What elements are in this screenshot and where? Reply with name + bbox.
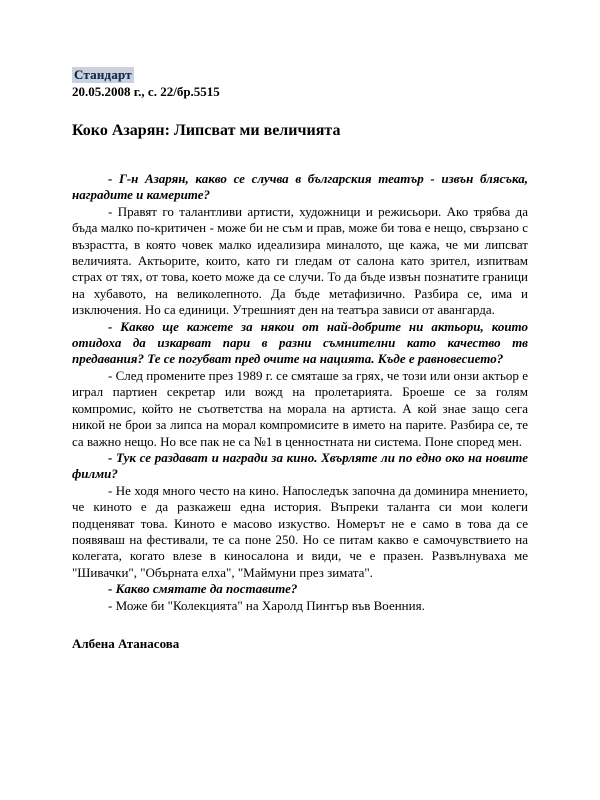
- interview-answer: - Правят го талантливи артисти, художници и режисьори. Ако трябва да бъда малко по-критичен - може би не съм и прав, може би това е нещо, свързано с възрастта, в която човек малко идеализира миналото, ще кажа, че ми липсват величията. Актьорите, които, като ги гледам от салона като зрител, изпитвам страх от тях, от това, което може да се случи. То да бъде извън познатите граници на хубавото, на великолепното. Да бъде метафизично. Разбира се, има и изключения. Но са единици. Утрешният ден на театъра зависи от авангарда.: [72, 203, 528, 318]
- interview-answer: - След промените през 1989 г. се смяташе за грях, че този или онзи актьор е играл партиен секретар или вожд на пролетарията. Броеше се за голям компромис, който не съответства на морала на артиста. А кой знае защо сега никой не брои за липса на морал компромисите в името на парите. Разбира се, те са важно нещо. Но все пак не са №1 в ценностната ни система. Поне според мен.: [72, 367, 528, 449]
- source-line: 20.05.2008 г., с. 22/бр.5515: [72, 84, 220, 99]
- article-title: Коко Азарян: Липсват ми величията: [72, 122, 341, 139]
- article-page: [72, 66, 528, 652]
- article-body: [72, 171, 528, 614]
- publication-logo: Стандарт: [74, 67, 132, 82]
- interview-question: - Г-н Азарян, какво се случва в българския театър - извън блясъка, наградите и камерите?: [72, 171, 528, 203]
- publication-header: [72, 66, 528, 84]
- article-author: Албена Атанасова: [72, 635, 180, 651]
- interview-question: - Какво ще кажете за някои от най-добрите ни актьори, които отидоха да изкарват пари в разни съмнителни като качество тв предавания? Те се погубват пред очите на нацията. Къде е равновесието?: [72, 318, 528, 367]
- interview-question: - Тук се раздават и награди за кино. Хвърляте ли по едно око на новите филми?: [72, 449, 528, 482]
- interview-answer: - Не ходя много често на кино. Напоследък започна да доминира мнението, че киното е да разкажеш една история. Въпреки таланта си мои колеги подценяват това. Киното е масово изкуство. Номерът не е само в това да се появяваш на фестивали, те са поне 250. Но се питам какво е самочувствието на колегата, когато влезе в киносалона и види, че е празен. Развълнуваха ме "Шивачки", "Обърната елха", "Маймуни през зимата".: [72, 482, 528, 580]
- interview-answer: - Може би "Колекцията" на Харолд Пинтър във Военния.: [108, 597, 425, 613]
- interview-question: - Какво смятате да поставите?: [108, 581, 298, 597]
